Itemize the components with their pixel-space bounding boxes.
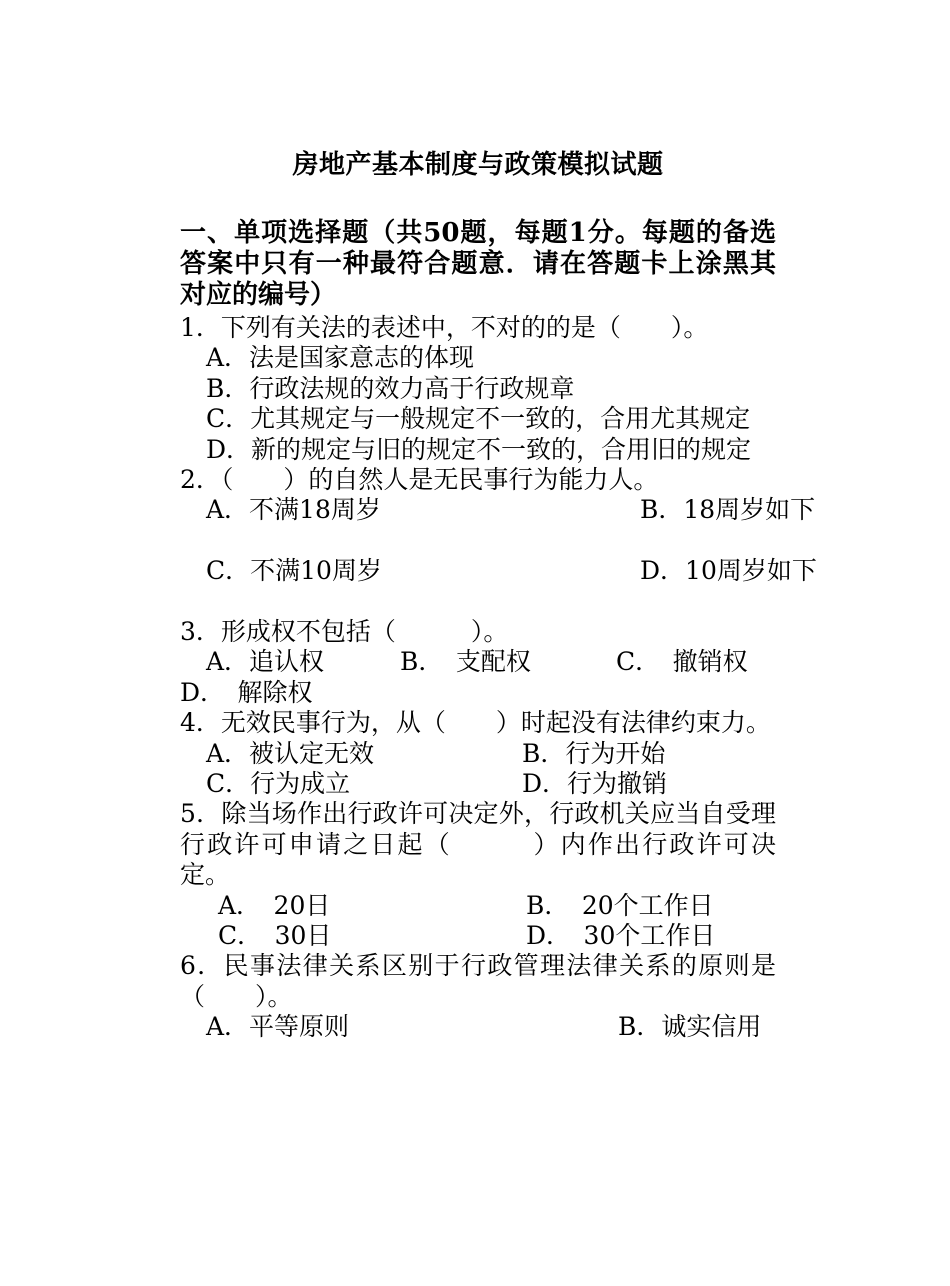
question-4-options-row-2 bbox=[180, 769, 776, 799]
question-3-option-a: A．追认权 bbox=[206, 647, 325, 677]
question-2-options-row-2 bbox=[180, 556, 817, 586]
question-6-option-a: A．平等原则 bbox=[206, 1012, 350, 1042]
question-5-options-row-2 bbox=[180, 921, 776, 951]
question-6-stem: 6．民事法律关系区别于行政管理法律关系的原则是（ ）。 bbox=[180, 951, 776, 1011]
question-4-option-b: B．行为开始 bbox=[522, 738, 666, 768]
question-2-options-row-1-wrap bbox=[180, 526, 776, 556]
question-4-stem: 4．无效民事行为，从（ ）时起没有法律约束力。 bbox=[180, 708, 771, 738]
question-1-option-a: A．法是国家意志的体现 bbox=[206, 343, 475, 373]
question-2-option-b: B．18周岁如下 bbox=[640, 495, 816, 525]
question-3-option-c: C． 撤销权 bbox=[616, 647, 748, 677]
question-3-option-b: B． 支配权 bbox=[400, 647, 531, 677]
question-5-options-row-1 bbox=[180, 891, 776, 921]
question-4-option-c: C．行为成立 bbox=[206, 768, 351, 798]
question-5-stem: 5．除当场作出行政许可决定外，行政机关应当自受理行政许可申请之日起（ ）内作出行政许可决定。 bbox=[180, 799, 776, 890]
question-1-option-b: B．行政法规的效力高于行政规章 bbox=[206, 373, 575, 403]
question-5-option-b: B． 20个工作日 bbox=[526, 890, 714, 920]
question-6-options-row-1 bbox=[180, 1012, 776, 1042]
document-title: 房地产基本制度与政策模拟试题 bbox=[292, 150, 664, 180]
question-2-option-d: D．10周岁如下 bbox=[640, 556, 817, 586]
question-3-stem: 3．形成权不包括（ ）。 bbox=[180, 617, 509, 646]
document-page bbox=[180, 148, 817, 1043]
question-2-options-row-1 bbox=[180, 495, 816, 525]
question-4-option-a: A．被认定无效 bbox=[206, 738, 375, 768]
question-3-options-row bbox=[180, 647, 776, 677]
question-5-option-d: D． 30个工作日 bbox=[526, 920, 716, 950]
question-2-option-c: C．不满10周岁 bbox=[206, 556, 382, 586]
question-6-option-b: B．诚实信用 bbox=[618, 1012, 762, 1042]
question-1-option-d: D．新的规定与旧的规定不一致的，合用旧的规定 bbox=[206, 434, 752, 464]
question-2-option-a: A．不满18周岁 bbox=[206, 495, 381, 525]
question-2-stem: 2．（ ）的自然人是无民事行为能力人。 bbox=[180, 465, 659, 495]
question-5-option-c: C． 30日 bbox=[218, 920, 332, 950]
question-1-option-c: C．尤其规定与一般规定不一致的，合用尤其规定 bbox=[206, 404, 751, 434]
question-4-options-row-1 bbox=[180, 739, 776, 769]
question-3-options-row-2 bbox=[180, 678, 776, 708]
question-3-option-d: D． 解除权 bbox=[180, 677, 313, 707]
question-1-stem: 1．下列有关法的表述中，不对的的是（ ）。 bbox=[180, 313, 709, 342]
question-5-option-a: A． 20日 bbox=[218, 890, 331, 920]
question-4-option-d: D．行为撤销 bbox=[522, 768, 668, 798]
question-2-options-row-2-wrap bbox=[180, 587, 776, 617]
section-heading: 一、单项选择题（共50题，每题1分。每题的备选答案中只有一种最符合题意．请在答题卡上涂黑其对应的编号） bbox=[180, 218, 776, 310]
